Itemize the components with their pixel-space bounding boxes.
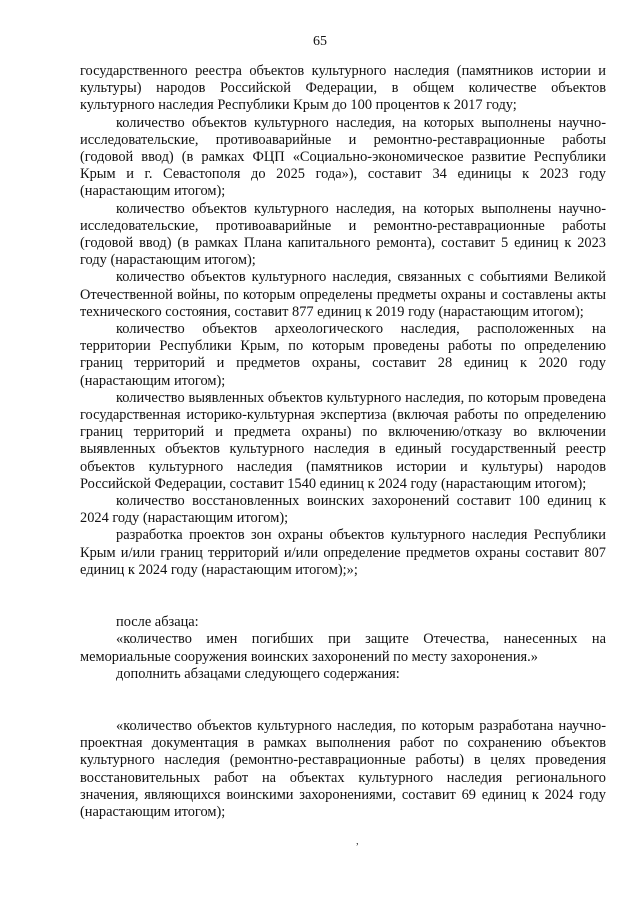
amendment-quoted-paragraph: «количество имен погибших при защите Отечества, нанесенных на мемориальные сооружения воинских захоронений по месту захоронения.» xyxy=(80,631,606,665)
paragraph-continuation: государственного реестра объектов культурного наследия (памятников истории и культуры) народов Российской Федерации, в общем количестве объектов культурного наследия Республики Крым до 100 процентов к 2017 году; xyxy=(80,63,606,114)
paragraph-indicator-archaeology: количество объектов археологического наследия, расположенных на территории Республики Крым, по которым проведены работы по определению границ территорий и предметов охраны, составит 28 единиц к 2020 году (нарастающим итогом); xyxy=(80,321,606,389)
paragraph-indicator-protection-zones: разработка проектов зон охраны объектов культурного наследия Республики Крым и/или границ территорий и/или определение предметов охраны составит 807 единиц к 2024 году (нарастающим итогом);»; xyxy=(80,527,606,578)
paragraph-indicator-burials: количество восстановленных воинских захоронений составит 100 единиц к 2024 году (нарастающим итогом); xyxy=(80,493,606,527)
amendment-after-label: после абзаца: xyxy=(116,614,199,631)
paragraph-indicator-ww2-objects: количество объектов культурного наследия, связанных с событиями Великой Отечественной войны, по которым определены предметы охраны и составлены акты технического состояния, составит 877 единиц к 2019 году (нарастающим итогом); xyxy=(80,269,606,320)
amendment-new-paragraph: «количество объектов культурного наследия, по которым разработана научно-проектная документация в рамках выполнения работ по сохранению объектов культурного наследия (ремонтно-реставрационные работы) в целях проведения восстановительных работ на объектах культурного наследия регионального значения, являющихся воинскими захоронениями, составит 69 единиц к 2024 году (нарастающим итогом); xyxy=(80,717,606,820)
amendment-supplement-label: дополнить абзацами следующего содержания: xyxy=(116,665,400,682)
page-number: 65 xyxy=(313,34,327,49)
paragraph-indicator-fcp: количество объектов культурного наследия, на которых выполнены научно-исследовательские, противоаварийные и ремонтно-реставрационные работы (годовой ввод) (в рамках ФЦП «Социально-экономическое развитие Республики Крым и г. Севастополя до 2025 года»), составит 34 единицы к 2023 году (нарастающим итогом); xyxy=(80,114,606,200)
paragraph-indicator-expertise: количество выявленных объектов культурного наследия, по которым проведена государственная историко-культурная экспертиза (включая работы по определению границ территорий и предмета охраны) по включению/отказу во включении выявленных объектов культурного наследия в единый государственный реестр объектов культурного наследия (памятников истории и культуры) народов Российской Федерации, составит 1540 единиц к 2024 году (нарастающим итогом); xyxy=(80,389,606,492)
paragraph-indicator-capital-repair: количество объектов культурного наследия, на которых выполнены научно-исследовательские, противоаварийные и ремонтно-реставрационные работы (годовой ввод) (в рамках Плана капитального ремонта), составит 5 единиц к 2023 году (нарастающим итогом); xyxy=(80,200,606,269)
document-body xyxy=(80,63,606,821)
stray-mark: , xyxy=(356,835,359,847)
